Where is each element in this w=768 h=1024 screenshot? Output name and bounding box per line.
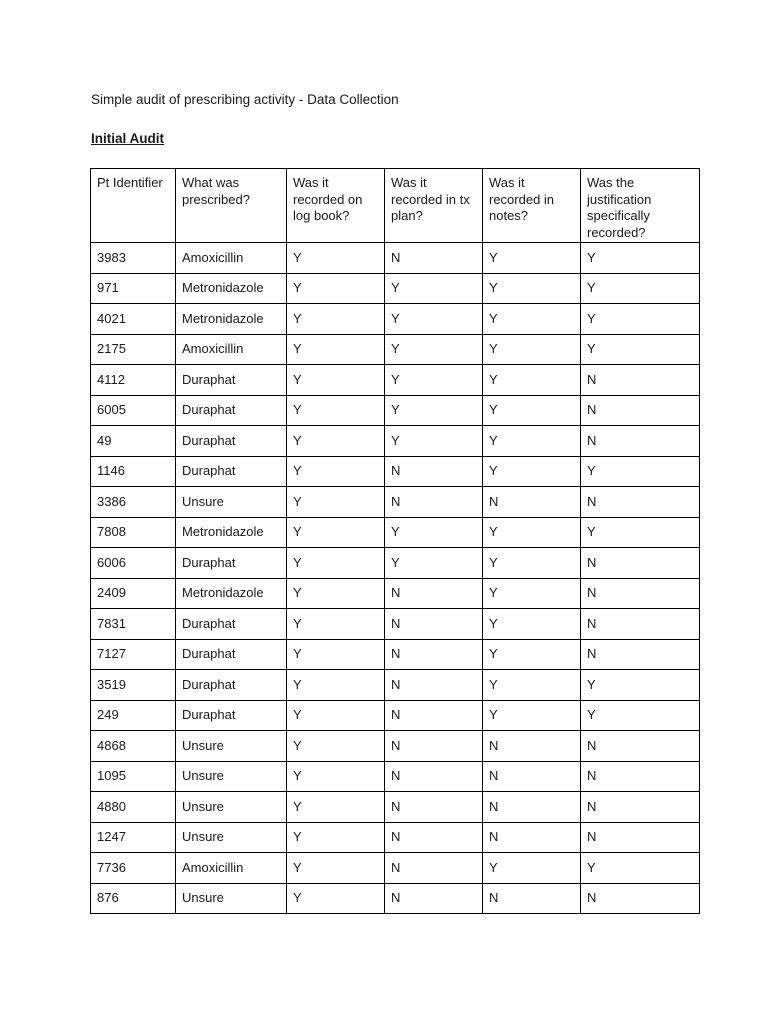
cell-notes: Y <box>483 639 581 670</box>
cell-notes: Y <box>483 548 581 579</box>
header-justification-recorded: Was the justification specifically recorded? <box>581 169 700 243</box>
cell-patient-identifier: 1095 <box>91 761 176 792</box>
table-row <box>91 395 700 426</box>
cell-patient-identifier: 4868 <box>91 731 176 762</box>
cell-patient-identifier: 249 <box>91 700 176 731</box>
cell-justification: Y <box>581 670 700 701</box>
cell-log-book: Y <box>287 731 385 762</box>
cell-prescribed: Metronidazole <box>176 273 287 304</box>
cell-tx-plan: N <box>385 700 483 731</box>
cell-prescribed: Metronidazole <box>176 517 287 548</box>
cell-prescribed: Duraphat <box>176 426 287 457</box>
cell-justification: N <box>581 883 700 914</box>
audit-table <box>90 168 700 914</box>
cell-tx-plan: Y <box>385 426 483 457</box>
cell-notes: Y <box>483 609 581 640</box>
cell-notes: N <box>483 822 581 853</box>
cell-notes: Y <box>483 395 581 426</box>
cell-justification: N <box>581 792 700 823</box>
table-row <box>91 609 700 640</box>
cell-patient-identifier: 7736 <box>91 853 176 884</box>
header-recorded-notes: Was it recorded in notes? <box>483 169 581 243</box>
cell-tx-plan: N <box>385 639 483 670</box>
cell-justification: Y <box>581 243 700 274</box>
cell-tx-plan: N <box>385 243 483 274</box>
cell-justification: N <box>581 487 700 518</box>
cell-prescribed: Unsure <box>176 792 287 823</box>
cell-patient-identifier: 1247 <box>91 822 176 853</box>
header-row <box>91 169 700 243</box>
cell-log-book: Y <box>287 853 385 884</box>
cell-tx-plan: Y <box>385 395 483 426</box>
cell-notes: Y <box>483 304 581 335</box>
cell-notes: N <box>483 761 581 792</box>
cell-justification: Y <box>581 700 700 731</box>
cell-tx-plan: N <box>385 822 483 853</box>
cell-patient-identifier: 2409 <box>91 578 176 609</box>
cell-tx-plan: Y <box>385 304 483 335</box>
cell-prescribed: Unsure <box>176 822 287 853</box>
cell-patient-identifier: 4021 <box>91 304 176 335</box>
cell-log-book: Y <box>287 365 385 396</box>
cell-tx-plan: N <box>385 456 483 487</box>
cell-log-book: Y <box>287 456 385 487</box>
cell-notes: Y <box>483 273 581 304</box>
table-row <box>91 792 700 823</box>
cell-tx-plan: Y <box>385 365 483 396</box>
cell-patient-identifier: 3983 <box>91 243 176 274</box>
cell-patient-identifier: 4112 <box>91 365 176 396</box>
table-row <box>91 426 700 457</box>
cell-tx-plan: N <box>385 761 483 792</box>
cell-log-book: Y <box>287 792 385 823</box>
table-row <box>91 487 700 518</box>
cell-log-book: Y <box>287 273 385 304</box>
cell-notes: N <box>483 731 581 762</box>
cell-prescribed: Duraphat <box>176 670 287 701</box>
cell-prescribed: Unsure <box>176 761 287 792</box>
cell-justification: Y <box>581 517 700 548</box>
cell-prescribed: Amoxicillin <box>176 334 287 365</box>
cell-tx-plan: Y <box>385 548 483 579</box>
cell-justification: Y <box>581 853 700 884</box>
cell-notes: N <box>483 883 581 914</box>
cell-notes: N <box>483 792 581 823</box>
cell-patient-identifier: 3386 <box>91 487 176 518</box>
cell-tx-plan: N <box>385 853 483 884</box>
cell-log-book: Y <box>287 883 385 914</box>
cell-prescribed: Metronidazole <box>176 578 287 609</box>
cell-justification: Y <box>581 334 700 365</box>
table-row <box>91 365 700 396</box>
cell-tx-plan: Y <box>385 273 483 304</box>
cell-log-book: Y <box>287 639 385 670</box>
cell-patient-identifier: 7808 <box>91 517 176 548</box>
cell-prescribed: Duraphat <box>176 609 287 640</box>
cell-prescribed: Duraphat <box>176 548 287 579</box>
cell-justification: N <box>581 365 700 396</box>
cell-justification: N <box>581 578 700 609</box>
cell-tx-plan: N <box>385 578 483 609</box>
cell-log-book: Y <box>287 761 385 792</box>
cell-prescribed: Amoxicillin <box>176 243 287 274</box>
cell-patient-identifier: 6006 <box>91 548 176 579</box>
cell-log-book: Y <box>287 517 385 548</box>
cell-notes: Y <box>483 578 581 609</box>
cell-notes: Y <box>483 517 581 548</box>
table-row <box>91 334 700 365</box>
cell-patient-identifier: 49 <box>91 426 176 457</box>
cell-log-book: Y <box>287 548 385 579</box>
cell-prescribed: Duraphat <box>176 639 287 670</box>
table-row <box>91 700 700 731</box>
cell-log-book: Y <box>287 822 385 853</box>
cell-notes: Y <box>483 700 581 731</box>
table-row <box>91 517 700 548</box>
section-heading: Initial Audit <box>91 131 164 146</box>
cell-log-book: Y <box>287 426 385 457</box>
cell-notes: Y <box>483 853 581 884</box>
cell-patient-identifier: 876 <box>91 883 176 914</box>
cell-log-book: Y <box>287 487 385 518</box>
table-row <box>91 731 700 762</box>
table-row <box>91 670 700 701</box>
table-row <box>91 304 700 335</box>
cell-patient-identifier: 7831 <box>91 609 176 640</box>
cell-prescribed: Metronidazole <box>176 304 287 335</box>
cell-notes: N <box>483 487 581 518</box>
header-recorded-tx-plan: Was it recorded in tx plan? <box>385 169 483 243</box>
cell-log-book: Y <box>287 578 385 609</box>
cell-tx-plan: N <box>385 609 483 640</box>
cell-log-book: Y <box>287 243 385 274</box>
table-row <box>91 243 700 274</box>
cell-patient-identifier: 1146 <box>91 456 176 487</box>
cell-tx-plan: Y <box>385 334 483 365</box>
cell-tx-plan: N <box>385 731 483 762</box>
table-row <box>91 853 700 884</box>
cell-justification: Y <box>581 304 700 335</box>
cell-patient-identifier: 3519 <box>91 670 176 701</box>
cell-justification: N <box>581 426 700 457</box>
cell-notes: Y <box>483 456 581 487</box>
cell-log-book: Y <box>287 395 385 426</box>
cell-notes: Y <box>483 365 581 396</box>
cell-justification: N <box>581 548 700 579</box>
cell-justification: N <box>581 395 700 426</box>
cell-prescribed: Duraphat <box>176 365 287 396</box>
cell-prescribed: Unsure <box>176 731 287 762</box>
header-what-prescribed: What was prescribed? <box>176 169 287 243</box>
cell-patient-identifier: 6005 <box>91 395 176 426</box>
cell-log-book: Y <box>287 609 385 640</box>
table-row <box>91 548 700 579</box>
cell-prescribed: Amoxicillin <box>176 853 287 884</box>
document-title: Simple audit of prescribing activity - Data Collection <box>91 92 399 107</box>
cell-notes: Y <box>483 334 581 365</box>
cell-log-book: Y <box>287 670 385 701</box>
table-row <box>91 456 700 487</box>
cell-prescribed: Duraphat <box>176 395 287 426</box>
cell-justification: Y <box>581 273 700 304</box>
cell-tx-plan: Y <box>385 517 483 548</box>
table-row <box>91 761 700 792</box>
cell-notes: Y <box>483 243 581 274</box>
cell-patient-identifier: 7127 <box>91 639 176 670</box>
table-row <box>91 578 700 609</box>
table-row <box>91 883 700 914</box>
cell-tx-plan: N <box>385 487 483 518</box>
cell-prescribed: Unsure <box>176 487 287 518</box>
cell-justification: N <box>581 822 700 853</box>
table-header <box>91 169 700 243</box>
cell-justification: N <box>581 761 700 792</box>
cell-patient-identifier: 4880 <box>91 792 176 823</box>
table-body <box>91 243 700 914</box>
cell-prescribed: Duraphat <box>176 456 287 487</box>
header-patient-identifier: Pt Identifier <box>91 169 176 243</box>
cell-tx-plan: N <box>385 670 483 701</box>
table-row <box>91 639 700 670</box>
cell-prescribed: Unsure <box>176 883 287 914</box>
cell-tx-plan: N <box>385 792 483 823</box>
cell-justification: Y <box>581 456 700 487</box>
cell-notes: Y <box>483 670 581 701</box>
cell-patient-identifier: 2175 <box>91 334 176 365</box>
cell-log-book: Y <box>287 334 385 365</box>
cell-tx-plan: N <box>385 883 483 914</box>
cell-log-book: Y <box>287 304 385 335</box>
cell-justification: N <box>581 731 700 762</box>
cell-justification: N <box>581 609 700 640</box>
cell-prescribed: Duraphat <box>176 700 287 731</box>
cell-notes: Y <box>483 426 581 457</box>
header-recorded-log-book: Was it recorded on log book? <box>287 169 385 243</box>
table-row <box>91 822 700 853</box>
cell-patient-identifier: 971 <box>91 273 176 304</box>
table-row <box>91 273 700 304</box>
cell-justification: N <box>581 639 700 670</box>
cell-log-book: Y <box>287 700 385 731</box>
